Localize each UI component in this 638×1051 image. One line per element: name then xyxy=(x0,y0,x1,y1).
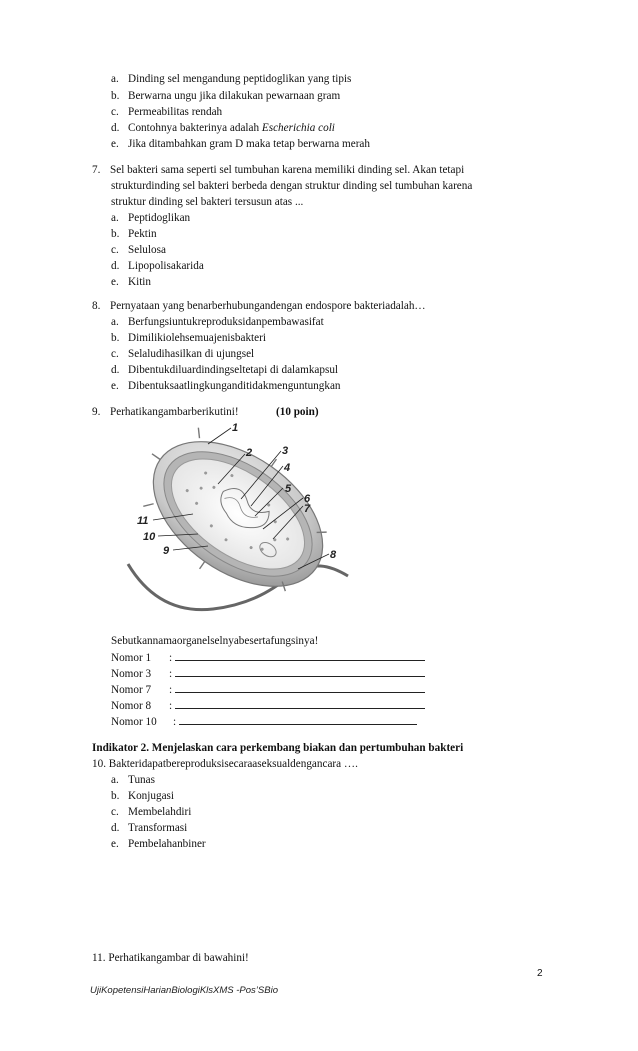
label-9: 9 xyxy=(163,545,170,557)
page-number: 2 xyxy=(537,968,543,979)
label-6: 6 xyxy=(304,493,311,505)
q6-option-b: b. Berwarna ungu jika dilakukan pewarnaan gram xyxy=(111,90,341,102)
footer: UjiKopetensiHarianBiologiKlsXMS -Pos’SBio xyxy=(90,985,278,996)
answer-row: Nomor 10 : xyxy=(111,714,417,730)
label-2: 2 xyxy=(246,447,253,459)
q6-option-d: d. Contohnya bakterinya adalah Escherichia coli xyxy=(111,122,335,134)
q9-points: (10 poin) xyxy=(276,406,319,418)
q7-option-b: b. Pektin xyxy=(111,228,157,240)
q7-line-1: 7. Sel bakteri sama seperti sel tumbuhan karena memiliki dinding sel. Akan tetapi xyxy=(92,164,465,176)
q7-option-a: a. Peptidoglikan xyxy=(111,212,191,224)
q10-option-a: a. Tunas xyxy=(111,774,155,786)
label-8: 8 xyxy=(330,549,337,561)
q10-option-e: e. Pembelahanbiner xyxy=(111,838,206,850)
label-1: 1 xyxy=(232,422,239,434)
answer-blank[interactable] xyxy=(175,666,425,677)
answer-row: Nomor 3 : xyxy=(111,666,425,682)
indikator-2-heading: Indikator 2. Menjelaskan cara perkembang biakan dan pertumbuhan bakteri xyxy=(92,742,464,754)
q7-option-e: e. Kitin xyxy=(111,276,151,288)
answer-blank[interactable] xyxy=(175,682,425,693)
q9-stem: 9. Perhatikangambarberikutini! xyxy=(92,406,239,418)
q8-option-d: d. Dibentukdiluardindingseltetapi di dalamkapsul xyxy=(111,364,339,376)
q7-option-c: c. Selulosa xyxy=(111,244,166,256)
q10-option-c: c. Membelahdiri xyxy=(111,806,192,818)
label-5: 5 xyxy=(285,483,292,495)
q8-option-e: e. Dibentuksaatlingkunganditidakmenguntungkan xyxy=(111,380,341,392)
q8-option-b: b. Dimilikiolehsemuajenisbakteri xyxy=(111,332,266,344)
answer-blank[interactable] xyxy=(175,650,425,661)
q11-stem: 11. Perhatikangambar di bawahini! xyxy=(92,952,249,964)
answer-row: Nomor 7 : xyxy=(111,682,425,698)
q10-stem: 10. Bakteridapatbereproduksisecaraaseksualdengancara …. xyxy=(92,758,358,770)
label-11: 11 xyxy=(137,515,149,527)
q10-option-d: d. Transformasi xyxy=(111,822,188,834)
bacteria-cell-diagram xyxy=(123,414,353,624)
q7-line-3: struktur dinding sel bakteri tersusun atas ... xyxy=(111,196,304,208)
label-7: 7 xyxy=(304,503,311,515)
q7-option-d: d. Lipopolisakarida xyxy=(111,260,204,272)
q8-option-a: a. Berfungsiuntukreproduksidanpembawasifat xyxy=(111,316,324,328)
answer-blank[interactable] xyxy=(179,714,417,725)
label-10: 10 xyxy=(143,531,156,543)
q9-instruction: Sebutkannamaorganelselnyabesertafungsinya! xyxy=(111,635,319,647)
q6-option-a: a. Dinding sel mengandung peptidoglikan yang tipis xyxy=(111,73,352,85)
q10-option-b: b. Konjugasi xyxy=(111,790,174,802)
q8-stem: 8. Pernyataan yang benarberhubungandengan endospore bakteriadalah… xyxy=(92,300,426,312)
answer-row: Nomor 1 : xyxy=(111,650,425,666)
answer-row: Nomor 8 : xyxy=(111,698,425,714)
q8-option-c: c. Selaludihasilkan di ujungsel xyxy=(111,348,255,360)
q7-line-2: strukturdinding sel bakteri berbeda dengan struktur dinding sel tumbuhan karena xyxy=(111,180,473,192)
label-3: 3 xyxy=(282,445,289,457)
answer-blank[interactable] xyxy=(175,698,425,709)
q6-option-c: c. Permeabilitas rendah xyxy=(111,106,223,118)
label-4: 4 xyxy=(284,462,291,474)
q6-option-e: e. Jika ditambahkan gram D maka tetap berwarna merah xyxy=(111,138,370,150)
